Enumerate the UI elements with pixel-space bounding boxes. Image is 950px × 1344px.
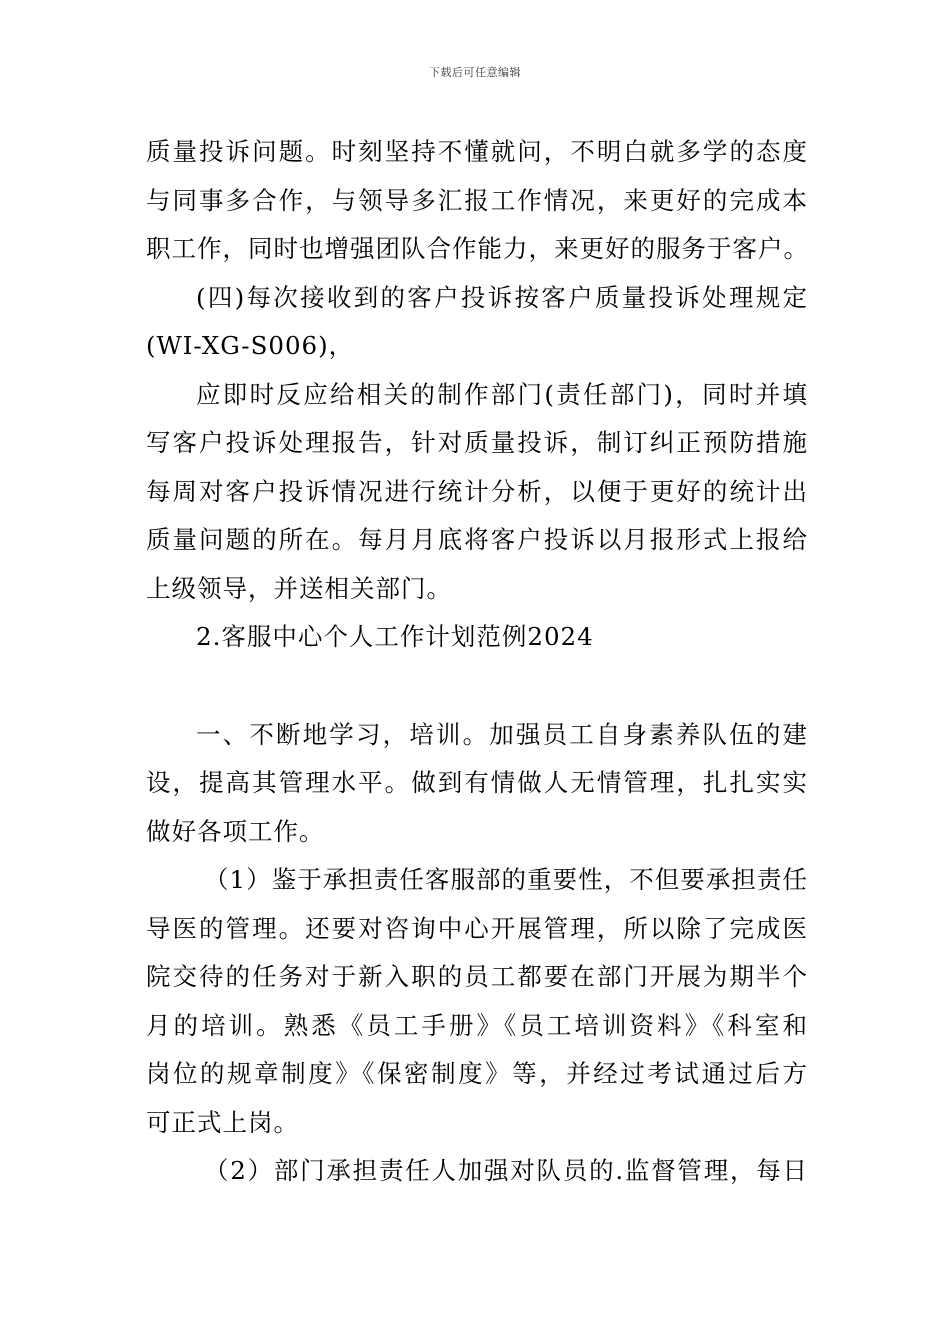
text-line: 质量问题的所在。每月月底将客户投诉以月报形式上报给 (146, 525, 808, 554)
document-body (146, 128, 808, 1196)
section-heading: 2.客服中心个人工作计划范例2024 (196, 622, 594, 651)
text-line: (WI-XG-S006)， (146, 331, 355, 360)
text-line: 导医的管理。还要对咨询中心开展管理，所以除了完成医 (146, 913, 808, 943)
text-line: 应即时反应给相关的制作部门(责任部门)，同时并填 (196, 379, 808, 409)
text-line: 可正式上岗。 (146, 1107, 299, 1137)
text-line: 写客户投诉处理报告，针对质量投诉，制订纠正预防措施 (146, 428, 808, 457)
text-line: 设，提高其管理水平。做到有情做人无情管理，扎扎实实 (146, 768, 808, 797)
text-line: 上级领导，并送相关部门。 (146, 573, 452, 603)
text-line: (四)每次接收到的客户投诉按客户质量投诉处理规定 (196, 282, 808, 312)
text-line: 月的培训。熟悉《员工手册》《员工培训资料》《科室和 (146, 1010, 808, 1040)
text-line: 与同事多合作，与领导多汇报工作情况，来更好的完成本 (146, 185, 808, 215)
text-line: 一、不断地学习，培训。加强员工自身素养队伍的建 (196, 719, 808, 749)
text-line: 质量投诉问题。时刻坚持不懂就问，不明白就多学的态度 (146, 137, 808, 166)
page-header: 下载后可任意编辑 (429, 66, 521, 79)
text-line: （2）部门承担责任人加强对队员的.监督管理，每日 (204, 1156, 808, 1185)
text-line: 做好各项工作。 (146, 816, 325, 846)
text-line: 职工作，同时也增强团队合作能力，来更好的服务于客户。 (146, 234, 809, 263)
text-line: 岗位的规章制度》《保密制度》等，并经过考试通过后方 (146, 1059, 808, 1088)
text-line: （1）鉴于承担责任客服部的重要性，不但要承担责任 (204, 865, 808, 894)
blank-line (146, 662, 808, 711)
text-line: 院交待的任务对于新入职的员工都要在部门开展为期半个 (146, 962, 808, 991)
text-line: 每周对客户投诉情况进行统计分析，以便于更好的统计出 (146, 476, 808, 506)
